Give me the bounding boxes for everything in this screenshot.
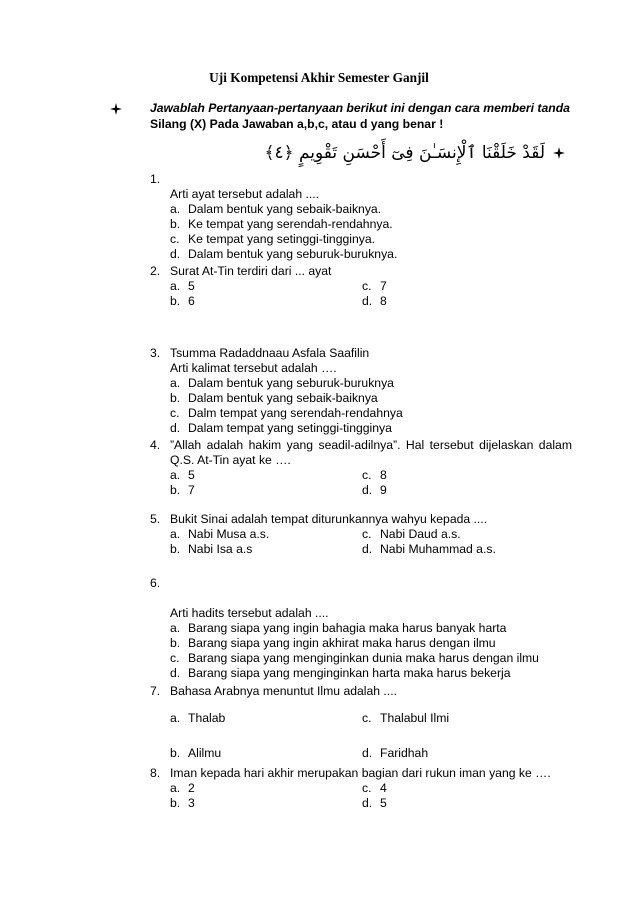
question-stem [170, 576, 572, 606]
option-letter: d. [362, 294, 373, 308]
question-stem-2: Arti ayat tersebut adalah .... [170, 187, 320, 201]
question-8 [150, 766, 572, 811]
option-text: Nabi Isa a.s [188, 542, 253, 556]
option-letter: a. [170, 781, 181, 795]
option-a[interactable] [170, 376, 572, 391]
option-letter: c. [362, 468, 372, 482]
option-letter: b. [170, 483, 181, 497]
instructions-line-2: Silang (X) Pada Jawaban a,b,c, atau d yang benar ! [150, 117, 444, 131]
option-letter: b. [170, 636, 181, 650]
option-c[interactable] [362, 279, 572, 294]
option-letter: a. [170, 376, 181, 390]
option-text: Barang siapa yang menginginkan harta maka harus bekerja [188, 666, 511, 680]
option-letter: b. [170, 391, 181, 405]
question-stem: Surat At-Tin terdiri dari ... ayat [170, 264, 332, 278]
option-text: Barang siapa yang ingin bahagia maka harus banyak harta [188, 621, 507, 635]
option-b[interactable] [170, 294, 362, 309]
option-text: Dalam bentuk yang seburuk-buruknya. [188, 247, 398, 261]
option-b[interactable] [170, 217, 572, 232]
option-letter: d. [362, 542, 373, 556]
option-text: Dalm tempat yang serendah-rendahnya [188, 406, 403, 420]
option-b[interactable] [170, 796, 362, 811]
option-text: Thalab [188, 711, 226, 725]
option-letter: d. [362, 796, 373, 810]
option-letter: c. [362, 279, 372, 293]
question-stem-2: Arti kalimat tersebut adalah …. [170, 361, 337, 375]
option-text: 3 [188, 796, 195, 810]
question-stem [170, 172, 572, 187]
option-text: Nabi Daud a.s. [380, 527, 461, 541]
option-text: 9 [380, 483, 387, 497]
option-d[interactable] [170, 666, 572, 681]
option-text: Ke tempat yang setinggi-tingginya. [188, 232, 375, 246]
question-stem: Bukit Sinai adalah tempat diturunkannya wahyu kepada .... [170, 512, 488, 526]
option-d[interactable] [362, 746, 572, 761]
question-number: 5. [150, 512, 161, 526]
question-stem: ”Allah adalah hakim yang seadil-adilnya”. Hal tersebut dijelaskan dalam Q.S. At-Tin ayat ke …. [170, 438, 572, 467]
option-letter: a. [170, 202, 181, 216]
option-letter: c. [170, 232, 180, 246]
option-text: Dalam bentuk yang sebaik-baiknya [188, 391, 378, 405]
option-letter: c. [362, 781, 372, 795]
question-6 [150, 576, 572, 681]
question-3 [150, 346, 572, 436]
option-c[interactable] [170, 406, 572, 421]
question-number: 3. [150, 346, 161, 360]
option-letter: b. [170, 217, 181, 231]
question-stem: Iman kepada hari akhir merupakan bagian dari rukun iman yang ke …. [170, 766, 551, 780]
question-number: 4. [150, 438, 161, 452]
diamond-bullet-icon [110, 103, 122, 115]
option-b[interactable] [170, 746, 362, 761]
question-number: 2. [150, 264, 161, 278]
option-a[interactable] [170, 202, 572, 217]
option-letter: b. [170, 294, 181, 308]
option-letter: b. [170, 746, 181, 760]
question-5 [150, 512, 572, 557]
option-letter: c. [170, 406, 180, 420]
option-c[interactable] [170, 651, 572, 666]
option-a[interactable] [170, 279, 362, 294]
option-c[interactable] [362, 468, 572, 483]
option-text: 5 [380, 796, 387, 810]
option-text: 4 [380, 781, 387, 795]
option-text: 8 [380, 294, 387, 308]
question-2 [150, 264, 572, 309]
option-text: Alilmu [188, 746, 222, 760]
option-letter: c. [362, 711, 372, 725]
option-letter: c. [170, 651, 180, 665]
option-letter: a. [170, 468, 181, 482]
option-d[interactable] [170, 421, 572, 436]
option-letter: d. [362, 483, 373, 497]
option-text: 5 [188, 468, 195, 482]
option-c[interactable] [170, 232, 572, 247]
option-d[interactable] [362, 294, 572, 309]
option-text: Dalam bentuk yang seburuk-buruknya [188, 376, 394, 390]
option-a[interactable] [170, 781, 362, 796]
option-letter: a. [170, 621, 181, 635]
diamond-bullet-icon [553, 147, 565, 159]
question-1 [150, 172, 572, 262]
option-text: Ke tempat yang serendah-rendahnya. [188, 217, 393, 231]
question-stem-2: Arti hadits tersebut adalah .... [170, 606, 329, 620]
question-number: 1. [150, 172, 161, 186]
option-text: 5 [188, 279, 195, 293]
option-text: 7 [188, 483, 195, 497]
option-d[interactable] [170, 247, 572, 262]
option-c[interactable] [362, 781, 572, 796]
option-d[interactable] [362, 796, 572, 811]
option-text: Dalam bentuk yang sebaik-baiknya. [188, 202, 382, 216]
question-number: 8. [150, 766, 161, 780]
question-number: 7. [150, 684, 161, 698]
option-text: Barang siapa yang menginginkan dunia maka harus dengan ilmu [188, 651, 539, 665]
question-stem: Bahasa Arabnya menuntut Ilmu adalah .... [170, 684, 397, 698]
question-4 [150, 438, 572, 498]
option-text: 8 [380, 468, 387, 482]
question-stem: Tsumma Radaddnaau Asfala Saafilin [170, 346, 370, 360]
option-letter: d. [362, 746, 373, 760]
question-number: 6. [150, 576, 161, 590]
option-text: Barang siapa yang ingin akhirat maka harus dengan ilmu [188, 636, 496, 650]
option-text: 6 [188, 294, 195, 308]
option-c[interactable] [362, 527, 572, 542]
option-text: 2 [188, 781, 195, 795]
option-a[interactable] [170, 621, 572, 636]
instructions [150, 100, 572, 132]
option-b[interactable] [170, 391, 572, 406]
option-d[interactable] [362, 483, 572, 498]
instructions-line-1: Jawablah Pertanyaan-pertanyaan berikut ini dengan cara memberi tanda [150, 101, 570, 115]
option-letter: c. [362, 527, 372, 541]
option-letter: a. [170, 711, 181, 725]
option-letter: a. [170, 279, 181, 293]
option-text: Nabi Muhammad a.s. [380, 542, 496, 556]
option-a[interactable] [170, 468, 362, 483]
option-a[interactable] [170, 711, 362, 726]
option-text: Nabi Musa a.s. [188, 527, 270, 541]
option-b[interactable] [170, 542, 362, 557]
option-letter: a. [170, 527, 181, 541]
option-text: Faridhah [380, 746, 429, 760]
option-b[interactable] [170, 483, 362, 498]
option-b[interactable] [170, 636, 572, 651]
option-d[interactable] [362, 542, 572, 557]
option-letter: b. [170, 796, 181, 810]
option-text: 7 [380, 279, 387, 293]
option-letter: b. [170, 542, 181, 556]
quran-verse: لَقَدْ خَلَقْنَا ٱلْإِنسَـٰنَ فِىٓ أَحْسَنِ تَقْوِيمٍ ﴿٤﴾ [264, 143, 545, 163]
option-text: Thalabul Ilmi [380, 711, 450, 725]
option-c[interactable] [362, 711, 572, 726]
option-a[interactable] [170, 527, 362, 542]
option-letter: d. [170, 666, 181, 680]
option-letter: d. [170, 247, 181, 261]
option-text: Dalam tempat yang setinggi-tingginya [188, 421, 392, 435]
question-7 [150, 684, 572, 761]
page-title: Uji Kompetensi Akhir Semester Ganjil [209, 70, 429, 85]
option-letter: d. [170, 421, 181, 435]
